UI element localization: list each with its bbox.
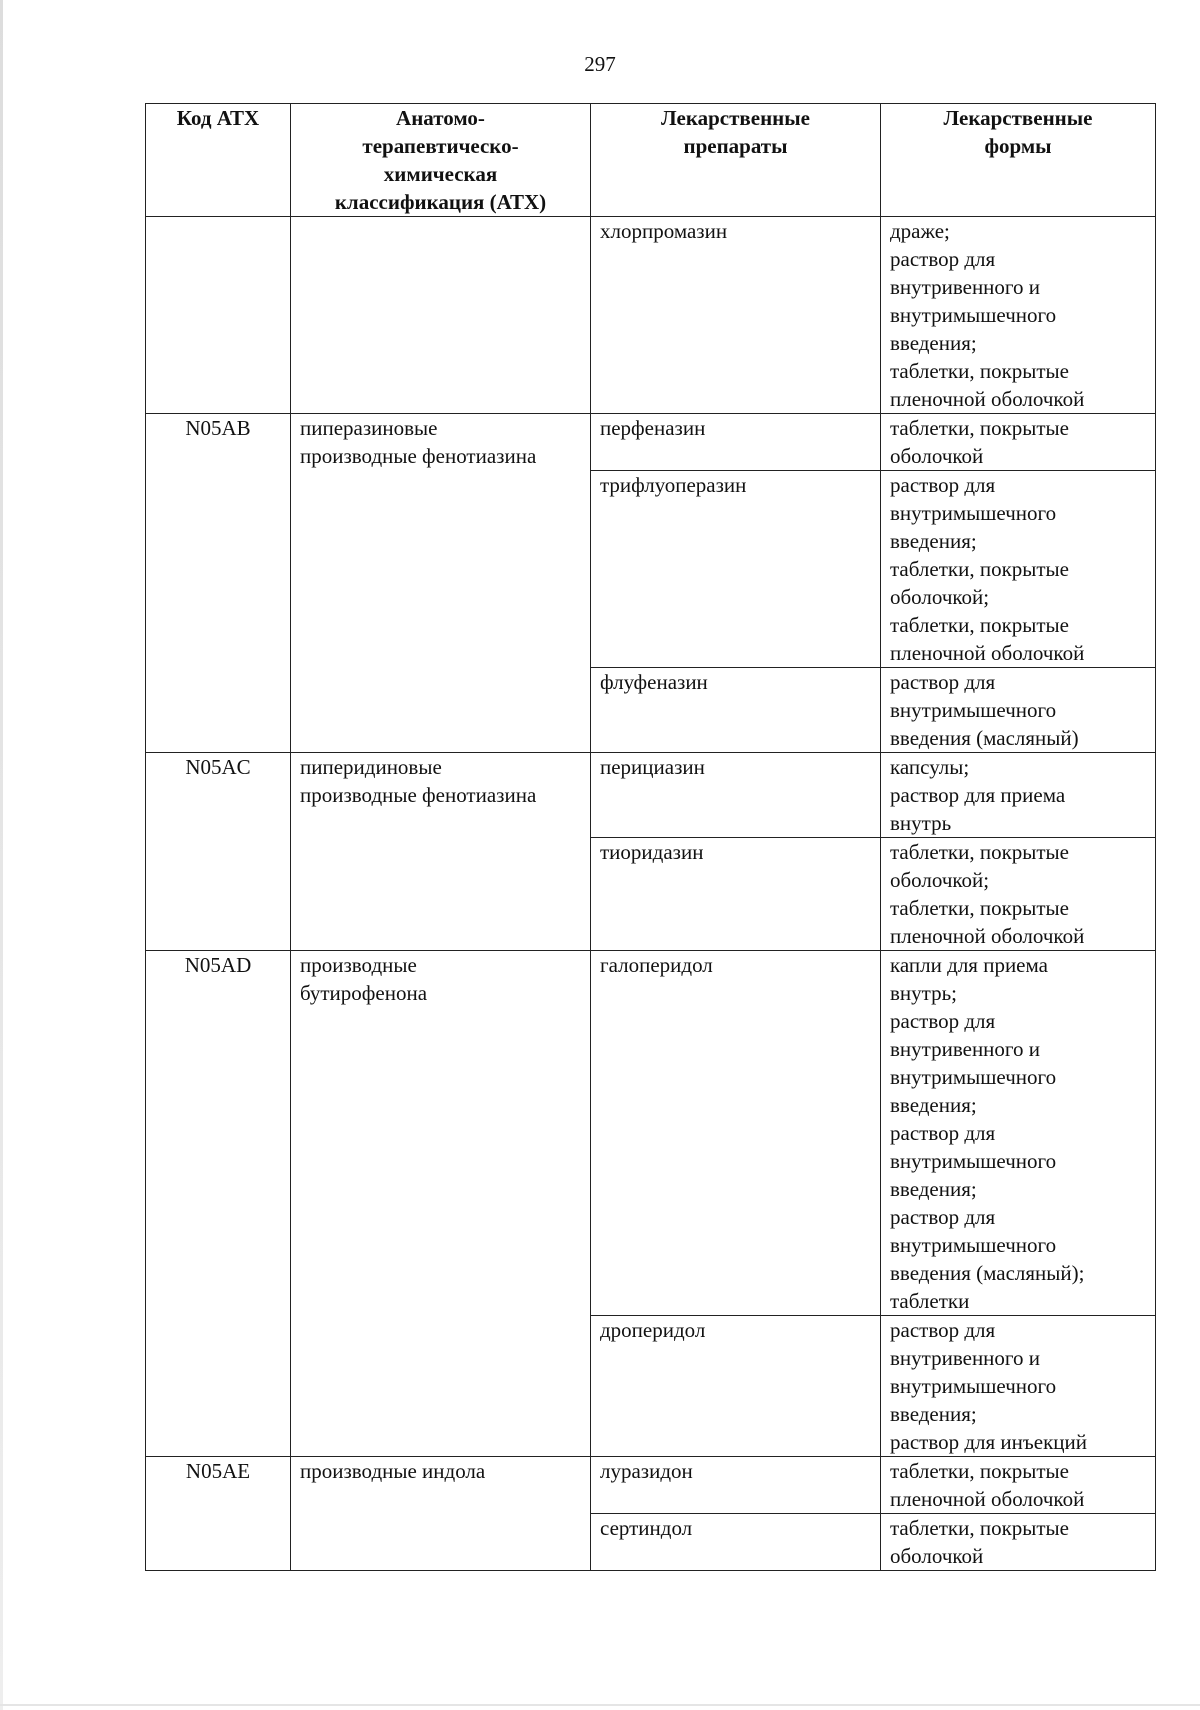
atx-code-cell [146, 951, 291, 1457]
dosage-form-line: внутримышечного [890, 303, 1057, 327]
atc-group-line: производные фенотиазина [300, 444, 537, 468]
dosage-form-line: таблетки, покрытые [890, 1459, 1069, 1483]
dosage-form-line: раствор для [890, 1009, 996, 1033]
dosage-form-line: раствор для [890, 247, 996, 271]
drug-name-cell [591, 1514, 881, 1571]
atx-classification-table [145, 103, 1156, 1571]
atx-code-cell [146, 414, 291, 753]
atc-group-line: пиперазиновые [300, 416, 438, 440]
atx-code: N05AE [185, 1459, 251, 1483]
dosage-form-line: пленочной оболочкой [890, 1487, 1085, 1511]
dosage-form-line: таблетки [890, 1289, 970, 1313]
drug-name-cell [591, 753, 881, 838]
drug-name-cell [591, 471, 881, 668]
dosage-form-line: раствор для инъекций [890, 1430, 1087, 1454]
drug-name: сертиндол [600, 1516, 693, 1540]
scan-bottom-edge [0, 1704, 1200, 1706]
dosage-forms-cell [881, 1457, 1156, 1514]
dosage-form-line: раствор для [890, 670, 996, 694]
drug-name: трифлуоперазин [600, 473, 747, 497]
drug-name-cell [591, 414, 881, 471]
dosage-form-line: оболочкой [890, 1544, 984, 1568]
dosage-form-line: внутримышечного [890, 1374, 1057, 1398]
dosage-form-line: капли для приема [890, 953, 1048, 977]
table-row [146, 1457, 1156, 1514]
dosage-form-line: внутрь; [890, 981, 957, 1005]
dosage-forms-cell [881, 1316, 1156, 1457]
header-forms [881, 104, 1156, 217]
table-body [146, 217, 1156, 1571]
atc-group-line: производные фенотиазина [300, 783, 537, 807]
dosage-form-line: капсулы; [890, 755, 970, 779]
drug-name-cell [591, 668, 881, 753]
dosage-form-line: введения; [890, 1402, 977, 1426]
dosage-forms-cell [881, 1514, 1156, 1571]
scan-edge-shadow [0, 0, 3, 1710]
dosage-form-line: введения; [890, 331, 977, 355]
drug-name-cell [591, 951, 881, 1316]
dosage-forms-cell [881, 753, 1156, 838]
header-atc-line: химическая [383, 162, 498, 186]
table-row [146, 753, 1156, 838]
dosage-form-line: внутримышечного [890, 1233, 1057, 1257]
table-row [146, 414, 1156, 471]
atc-group-line: бутирофенона [300, 981, 428, 1005]
drug-name-cell [591, 1316, 881, 1457]
drug-name-cell [591, 838, 881, 951]
atx-code-cell [146, 1457, 291, 1571]
dosage-form-line: раствор для [890, 1121, 996, 1145]
drug-name: флуфеназин [600, 670, 708, 694]
drug-name-cell [591, 217, 881, 414]
drug-name: перициазин [600, 755, 705, 779]
atx-code: N05AB [185, 416, 251, 440]
atc-group-line: производные [300, 953, 417, 977]
header-code [146, 104, 291, 217]
dosage-forms-cell [881, 217, 1156, 414]
drug-name: луразидон [600, 1459, 693, 1483]
dosage-form-line: раствор для [890, 473, 996, 497]
dosage-form-line: таблетки, покрытые [890, 896, 1069, 920]
dosage-form-line: таблетки, покрытые [890, 1516, 1069, 1540]
table-row [146, 217, 1156, 414]
dosage-form-line: введения (масляный) [890, 726, 1079, 750]
header-atc [291, 104, 591, 217]
dosage-form-line: оболочкой; [890, 868, 990, 892]
drug-name: хлорпромазин [600, 219, 728, 243]
dosage-form-line: оболочкой; [890, 585, 990, 609]
header-atc-line: терапевтическо- [362, 134, 519, 158]
atx-code-cell [146, 753, 291, 951]
dosage-form-line: пленочной оболочкой [890, 387, 1085, 411]
dosage-form-line: внутривенного и [890, 275, 1040, 299]
drug-name: дроперидол [600, 1318, 706, 1342]
atc-group-cell [291, 1457, 591, 1571]
dosage-form-line: оболочкой [890, 444, 984, 468]
dosage-form-line: внутримышечного [890, 1149, 1057, 1173]
dosage-form-line: таблетки, покрытые [890, 613, 1069, 637]
dosage-form-line: таблетки, покрытые [890, 416, 1069, 440]
atc-group-line: пиперидиновые [300, 755, 442, 779]
dosage-forms-cell [881, 471, 1156, 668]
dosage-form-line: внутривенного и [890, 1346, 1040, 1370]
dosage-form-line: введения; [890, 1177, 977, 1201]
drug-name: перфеназин [600, 416, 706, 440]
atc-group-cell [291, 753, 591, 951]
dosage-form-line: введения; [890, 1093, 977, 1117]
atc-group-cell [291, 951, 591, 1457]
header-atc-line: Анатомо- [396, 106, 485, 130]
header-drugs-line: Лекарственные [661, 106, 810, 130]
atc-group-line: производные индола [300, 1459, 486, 1483]
header-atc-line: классификация (АТХ) [334, 190, 547, 214]
dosage-form-line: пленочной оболочкой [890, 641, 1085, 665]
atx-code: N05AC [185, 755, 251, 779]
dosage-forms-cell [881, 668, 1156, 753]
atx-code-cell [146, 217, 291, 414]
dosage-form-line: драже; [890, 219, 950, 243]
table-row [146, 951, 1156, 1316]
drug-name: тиоридазин [600, 840, 704, 864]
dosage-forms-cell [881, 951, 1156, 1316]
dosage-forms-cell [881, 838, 1156, 951]
dosage-form-line: таблетки, покрытые [890, 557, 1069, 581]
dosage-form-line: пленочной оболочкой [890, 924, 1085, 948]
header-drugs [591, 104, 881, 217]
header-drugs-line: препараты [683, 134, 788, 158]
header-code-label: Код АТХ [176, 106, 260, 130]
page-number: 297 [584, 52, 616, 76]
dosage-form-line: раствор для приема [890, 783, 1066, 807]
dosage-form-line: введения; [890, 529, 977, 553]
dosage-form-line: раствор для [890, 1205, 996, 1229]
dosage-form-line: таблетки, покрытые [890, 359, 1069, 383]
header-forms-line: формы [984, 134, 1052, 158]
atx-code: N05AD [184, 953, 252, 977]
dosage-form-line: введения (масляный); [890, 1261, 1085, 1285]
header-forms-line: Лекарственные [943, 106, 1093, 130]
dosage-form-line: внутрь [890, 811, 952, 835]
drug-name: галоперидол [600, 953, 713, 977]
dosage-form-line: раствор для [890, 1318, 996, 1342]
table-header-row [146, 104, 1156, 217]
dosage-form-line: внутримышечного [890, 501, 1057, 525]
atc-group-cell [291, 414, 591, 753]
dosage-form-line: внутримышечного [890, 1065, 1057, 1089]
atc-group-cell [291, 217, 591, 414]
dosage-form-line: внутривенного и [890, 1037, 1040, 1061]
drug-name-cell [591, 1457, 881, 1514]
dosage-forms-cell [881, 414, 1156, 471]
dosage-form-line: таблетки, покрытые [890, 840, 1069, 864]
dosage-form-line: внутримышечного [890, 698, 1057, 722]
